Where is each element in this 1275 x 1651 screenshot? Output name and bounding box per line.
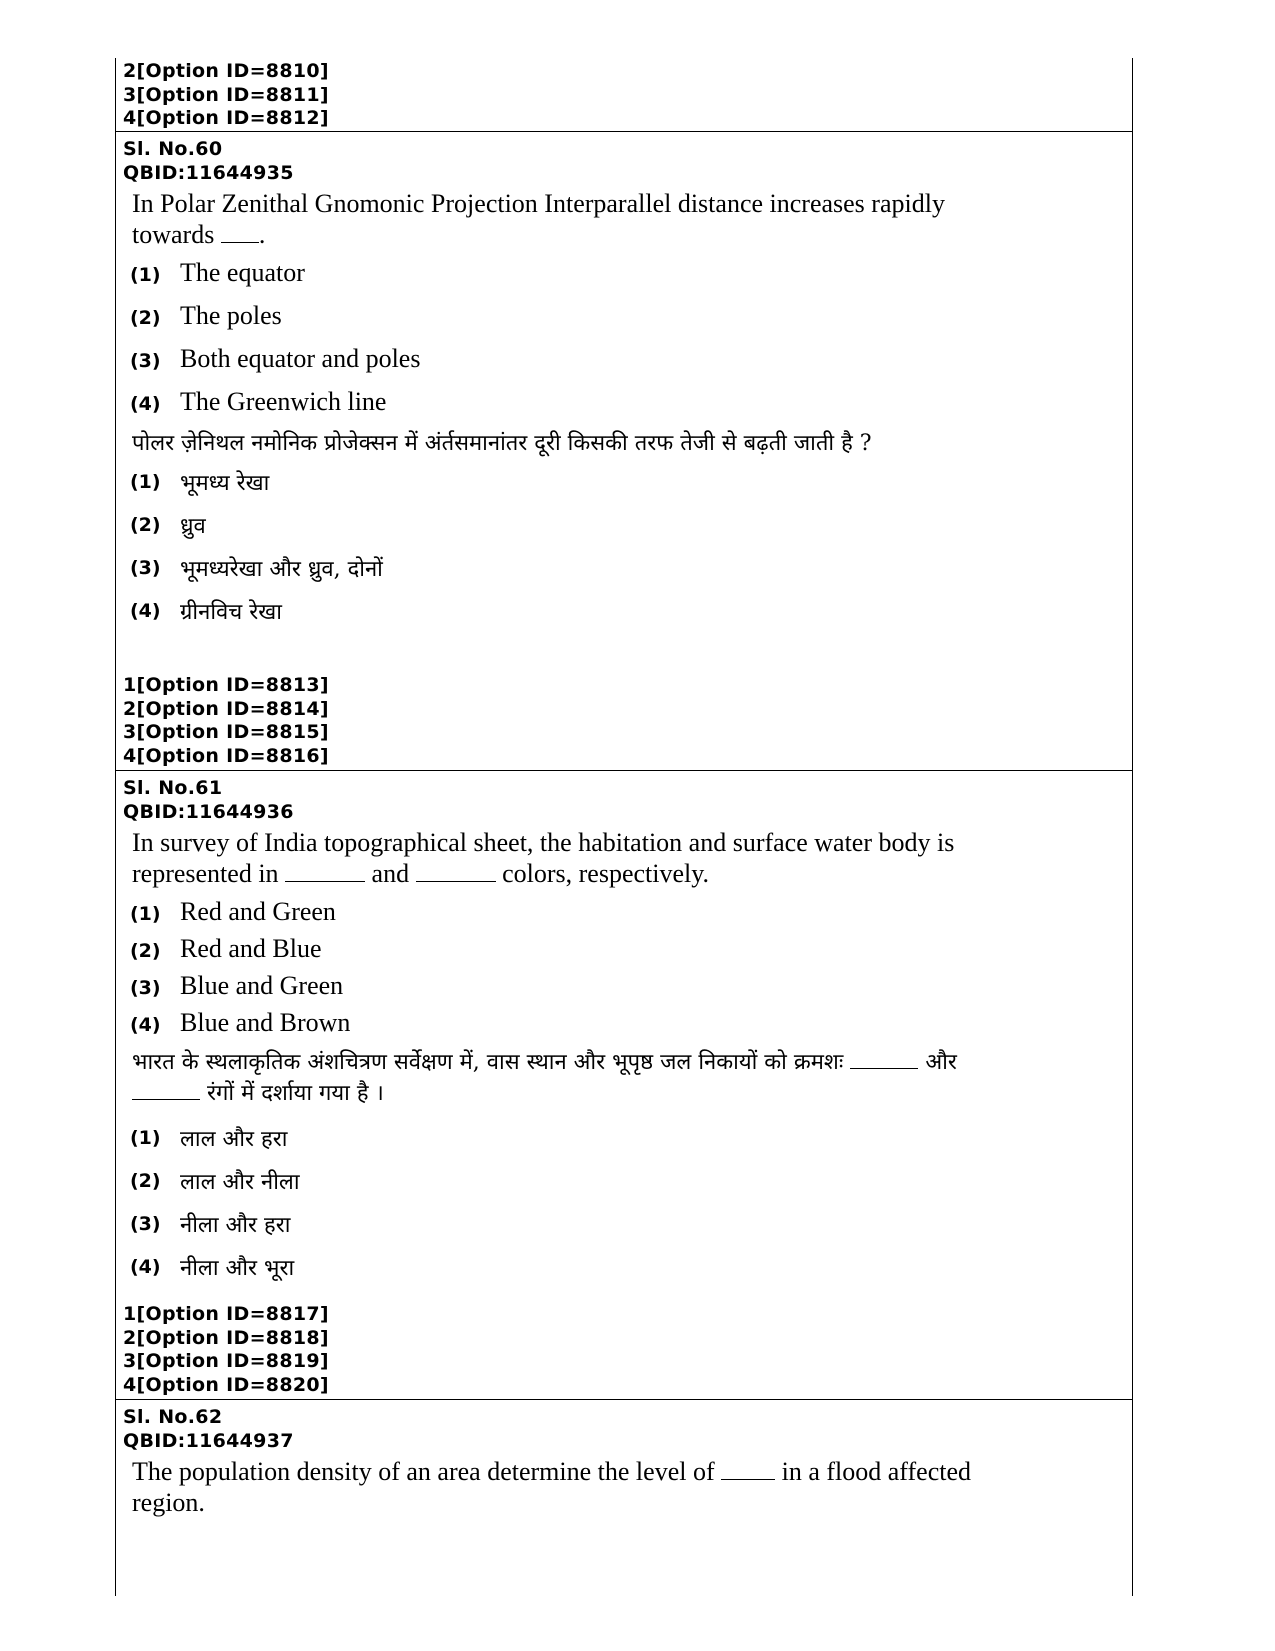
question-text-english (132, 827, 1132, 889)
option-text: The equator (180, 258, 305, 287)
option-number: (3) (130, 557, 161, 579)
fill-blank (132, 1079, 200, 1100)
option-id-line: 2[Option ID=8818] (123, 1326, 329, 1349)
question-text-hindi: पोलर ज़ेनिथल नमोनिक प्रोजेक्सन में अंर्तसमानांतर दूरी किसकी तरफ तेजी से बढ़ती जाती है ? (132, 431, 872, 456)
qbid: QBID:11644937 (123, 1429, 294, 1452)
option-text: ग्रीनविच रेखा (180, 600, 282, 625)
option-text: लाल और हरा (180, 1127, 288, 1152)
question-block-61 (116, 777, 1132, 1287)
answer-option (123, 1201, 1132, 1244)
option-number: (3) (130, 977, 161, 999)
question-fragment: represented in (132, 859, 279, 888)
serial-number: Sl. No.61 (123, 777, 223, 799)
question-divider (116, 1399, 1132, 1400)
option-number: (2) (130, 1170, 161, 1192)
answer-option (123, 545, 1132, 588)
option-text: ध्रुव (180, 514, 206, 539)
answer-option (123, 338, 1132, 381)
question-fragment: रंगों में दर्शाया गया है । (207, 1081, 384, 1106)
answer-option (123, 1002, 1132, 1039)
option-number: (3) (130, 350, 161, 372)
option-text: Red and Green (180, 897, 336, 926)
answer-option (123, 252, 1132, 295)
option-number: (1) (130, 1127, 161, 1149)
option-text: Blue and Green (180, 971, 344, 1000)
question-line: In survey of India topographical sheet, the habitation and surface water body is (132, 828, 955, 857)
option-number: (1) (130, 471, 161, 493)
question-fragment: भारत के स्थलाकृतिक अंशचित्रण सर्वेक्षण में, वास स्थान और भूपृष्ठ जल निकायों को क्रमशः (132, 1050, 844, 1075)
option-id-line: 4[Option ID=8820] (123, 1373, 329, 1396)
option-id-line: 4[Option ID=8812] (123, 107, 329, 129)
fill-blank (221, 222, 259, 243)
question-block-62 (116, 1406, 1132, 1518)
fill-blank (721, 1459, 775, 1480)
answer-option (123, 891, 1132, 928)
option-text: नीला और हरा (180, 1213, 291, 1238)
option-id-list (116, 674, 1132, 768)
question-line (132, 219, 1132, 250)
question-fragment: colors, respectively. (502, 859, 710, 888)
option-id-list (116, 1303, 1132, 1397)
option-id-line: 3[Option ID=8815] (123, 721, 329, 743)
answer-option (123, 459, 1132, 502)
option-number: (2) (130, 514, 161, 536)
question-line (132, 1078, 1132, 1109)
option-text: Red and Blue (180, 934, 322, 963)
option-text: नीला और भूरा (180, 1256, 295, 1281)
serial-number: Sl. No.60 (123, 138, 223, 160)
previous-question-option-ids (116, 60, 1132, 131)
answer-option (123, 588, 1132, 631)
option-number: (2) (130, 940, 161, 962)
question-line (132, 1456, 1132, 1487)
option-id-line: 4[Option ID=8816] (123, 744, 329, 767)
option-text: The poles (180, 301, 282, 330)
question-text-hindi (132, 1047, 1132, 1109)
option-id-line: 1[Option ID=8813] (123, 674, 329, 696)
answer-option (123, 1244, 1132, 1287)
answer-option (123, 295, 1132, 338)
option-number: (4) (130, 1256, 161, 1278)
option-text: The Greenwich line (180, 387, 387, 416)
question-block-60 (116, 138, 1132, 631)
option-text: लाल और नीला (180, 1170, 300, 1195)
question-fragment: The population density of an area determine the level of (132, 1457, 715, 1486)
question-paper-frame (115, 58, 1133, 1596)
option-text: Both equator and poles (180, 344, 421, 373)
question-fragment: . (258, 220, 266, 249)
answer-option (123, 965, 1132, 1002)
option-text: Blue and Brown (180, 1008, 351, 1037)
option-text: भूमध्य रेखा (180, 471, 270, 496)
option-id-line: 1[Option ID=8817] (123, 1303, 329, 1325)
answer-option (123, 381, 1132, 424)
answer-option (123, 502, 1132, 545)
option-number: (4) (130, 393, 161, 415)
fill-blank (850, 1048, 918, 1069)
question-line: In Polar Zenithal Gnomonic Projection Interparallel distance increases rapidly (132, 189, 945, 218)
question-fragment: towards (132, 220, 215, 249)
option-number: (1) (130, 903, 161, 925)
question-line (132, 1047, 1132, 1078)
question-divider (116, 131, 1132, 132)
option-id-line: 2[Option ID=8810] (123, 60, 329, 82)
answer-option (123, 1158, 1132, 1201)
fill-blank (285, 861, 365, 882)
qbid: QBID:11644936 (123, 800, 294, 823)
option-id-line: 2[Option ID=8814] (123, 697, 329, 720)
question-text-english (132, 188, 1132, 250)
fill-blank (416, 861, 496, 882)
option-id-line: 3[Option ID=8811] (123, 83, 329, 106)
option-number: (2) (130, 307, 161, 329)
question-divider (116, 770, 1132, 771)
question-fragment: in a flood affected (781, 1457, 972, 1486)
question-line (132, 858, 1132, 889)
answer-option (123, 1115, 1132, 1158)
question-fragment: और (925, 1050, 957, 1075)
option-number: (4) (130, 1014, 161, 1036)
option-id-line: 3[Option ID=8819] (123, 1350, 329, 1372)
serial-number: Sl. No.62 (123, 1406, 223, 1428)
option-number: (1) (130, 264, 161, 286)
question-text-english (132, 1456, 1132, 1518)
question-line: region. (132, 1488, 205, 1517)
answer-option (123, 928, 1132, 965)
option-number: (3) (130, 1213, 161, 1235)
question-fragment: and (371, 859, 410, 888)
option-number: (4) (130, 600, 161, 622)
option-text: भूमध्यरेखा और ध्रुव, दोनों (180, 557, 383, 582)
qbid: QBID:11644935 (123, 161, 294, 184)
